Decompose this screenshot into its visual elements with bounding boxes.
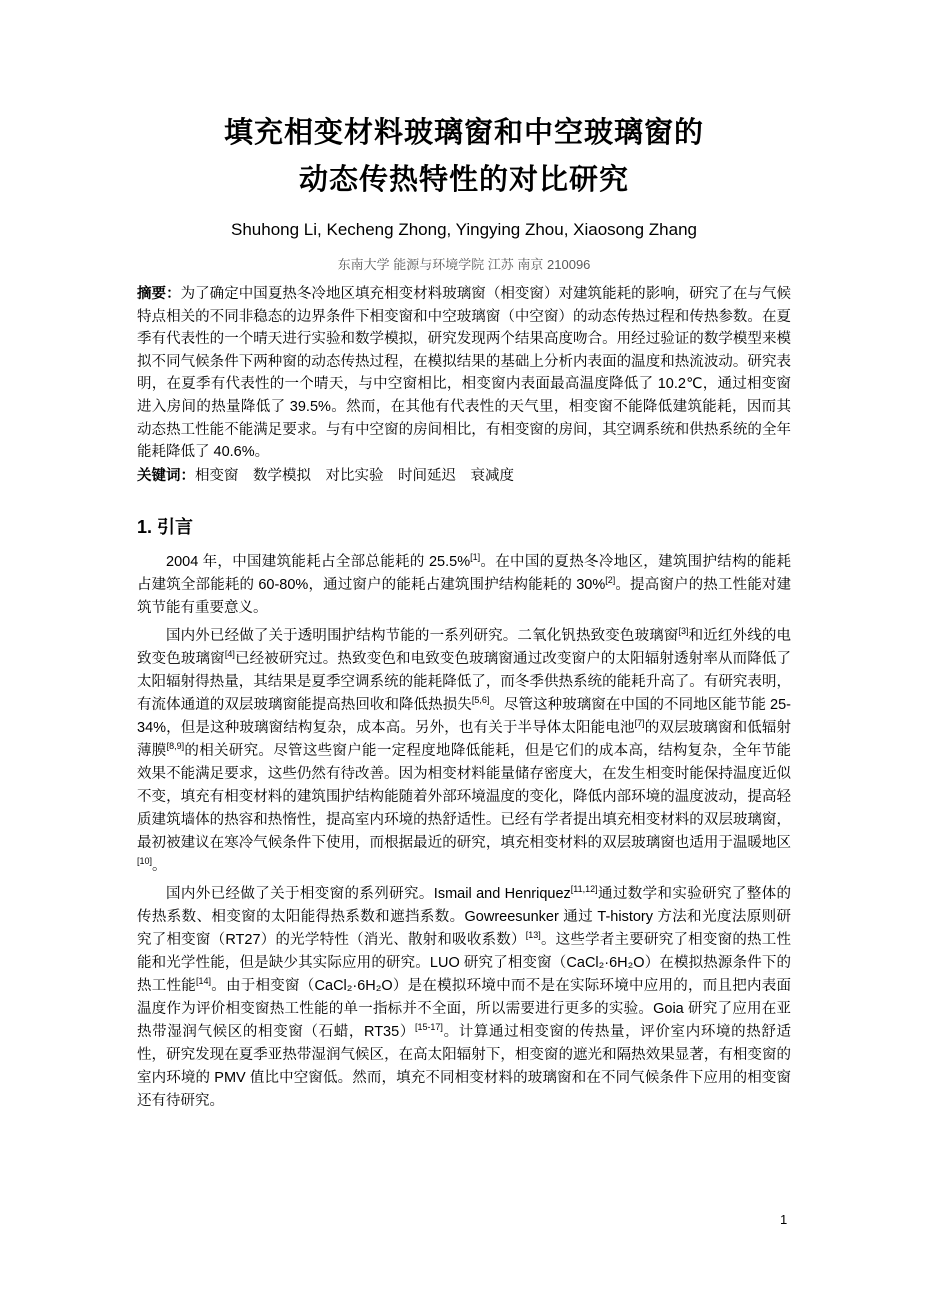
keywords-label: 关键词：	[137, 467, 195, 484]
abstract-label: 摘要：	[137, 286, 181, 302]
abstract-block	[137, 283, 791, 464]
abstract-text: 为了确定中国夏热冬冷地区填充相变材料玻璃窗（相变窗）对建筑能耗的影响，研究了在与气候特点相关的不同非稳态的边界条件下相变窗和中空玻璃窗（中空窗）的动态传热过程和传热参数。在夏季有代表性的一个晴天进行实验和数学模拟，研究发现两个结果高度吻合。用经过验证的数学模型来模拟不同气候条件下两种窗的动态传热过程，在模拟结果的基础上分析内表面的温度和热流波动。研究表明，在夏季有代表性的一个晴天，与中空窗相比，相变窗内表面最高温度降低了 10.2℃，通过相变窗进入房间的热量降低了 39.5%。然而，在其他有代表性的天气里，相变窗不能降低建筑能耗，因而其动态热工性能不能满足要求。与有中空窗的房间相比，有相变窗的房间，其空调系统和供热系统的全年能耗降低了 40.6%。	[137, 286, 792, 461]
paper-title-line-2: 动态传热特性的对比研究	[298, 164, 629, 196]
keywords-text: 相变窗 数学模拟 对比实验 时间延迟 衰减度	[195, 467, 514, 484]
paper-title-line-1: 填充相变材料玻璃窗和中空玻璃窗的	[223, 117, 704, 149]
section-heading-introduction: 1. 引言	[137, 517, 194, 538]
body-paragraph: 国内外已经做了关于相变窗的系列研究。Ismail and Henriquez[11,12]通过数学和实验研究了整体的传热系数、相变窗的太阳能得热系数和遮挡系数。Gowreesunker 通过 T-history 方法和光度法原则研究了相变窗（RT27）的光学特性（消光、散射和吸收系数）[13]。这些学者主要研究了相变窗的热工性能和光学性能，但是缺少其实际应用的研究。LUO 研究了相变窗（CaCl₂·6H₂O）在模拟热源条件下的热工性能[14]。由于相变窗（CaCl₂·6H₂O）是在模拟环境中而不是在实际环境中应用的，而且把内表面温度作为评价相变窗热工性能的单一指标并不全面，所以需要进行更多的实验。Goia 研究了应用在亚热带湿润气候区的相变窗（石蜡，RT35）[15-17]。计算通过相变窗的传热量，评价室内环境的热舒适性，研究发现在夏季亚热带湿润气候区，在高太阳辐射下，相变窗的遮光和隔热效果显著，有相变窗的室内环境的 PMV 值比中空窗低。然而，填充不同相变材料的玻璃窗和在不同气候条件下应用的相变窗还有待研究。	[137, 884, 791, 1110]
body-paragraph: 国内外已经做了关于透明围护结构节能的一系列研究。二氧化钒热致变色玻璃窗[3]和近红外线的电致变色玻璃窗[4]已经被研究过。热致变色和电致变色玻璃窗通过改变窗户的太阳辐射透射率从而降低了太阳辐射得热量，其结果是夏季空调系统的能耗降低了，而冬季供热系统的能耗升高了。有研究表明，有流体通道的双层玻璃窗能提高热回收和降低热损失[5,6]。尽管这种玻璃窗在中国的不同地区能节能 25-34%，但是这种玻璃窗结构复杂，成本高。另外，也有关于半导体太阳能电池[7]的双层玻璃窗和低辐射薄膜[8,9]的相关研究。尽管这些窗户能一定程度地降低能耗，但是它们的成本高，结构复杂，全年节能效果不能满足要求，这些仍然有待改善。因为相变材料能量储存密度大，在发生相变时能保持温度近似不变，填充有相变材料的建筑围护结构能随着外部环境温度的变化，降低内部环境的温度波动，提高轻质建筑墙体的热容和热惰性，提高室内环境的热舒适性。已经有学者提出填充相变材料的双层玻璃窗，最初被建议在寒冷气候条件下使用，而根据最近的研究，填充相变材料的双层玻璃窗也适用于温暖地区[10]。	[137, 626, 792, 875]
paper-title	[137, 110, 791, 204]
affiliation-line: 东南大学 能源与环境学院 江苏 南京 210096	[337, 257, 591, 272]
page-number: 1	[780, 1212, 788, 1227]
body-paragraph: 2004 年，中国建筑能耗占全部总能耗的 25.5%[1]。在中国的夏热冬冷地区，建筑围护结构的能耗占建筑全部能耗的 60-80%，通过窗户的能耗占建筑围护结构能耗的 30%[2]。提高窗户的热工性能对建筑节能有重要意义。	[137, 552, 792, 617]
keywords-block	[137, 465, 791, 488]
document-content	[137, 110, 791, 1118]
introduction-paragraphs	[137, 551, 791, 1113]
authors-line: Shuhong Li, Kecheng Zhong, Yingying Zhou, Xiaosong Zhang	[231, 220, 697, 239]
